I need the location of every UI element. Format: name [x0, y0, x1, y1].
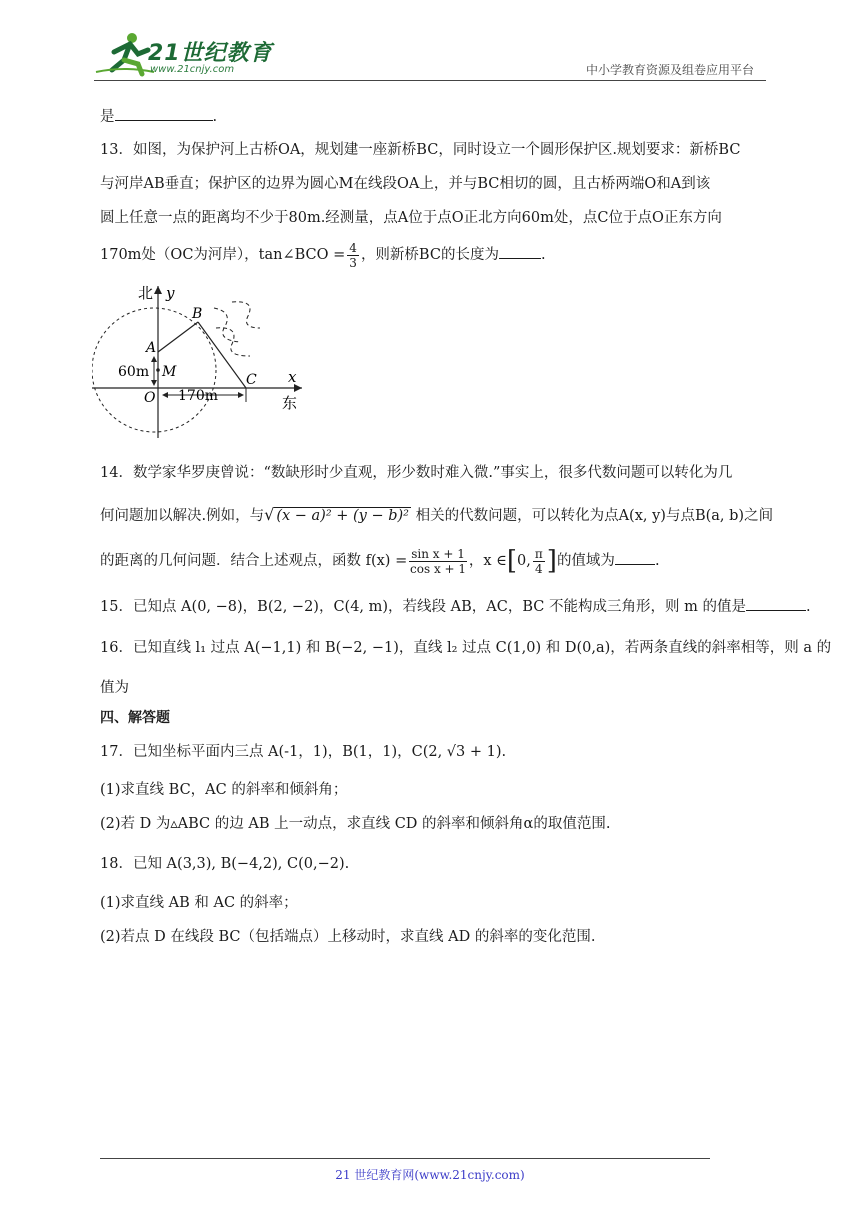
q15-line: 15．已知点 A(0, −8)，B(2, −2)，C(4, m)，若线段 AB，AC，BC 不能构成三角形，则 m 的值是 .	[100, 596, 811, 617]
sqrt-expression: (x − a)² + (y − b)²	[276, 508, 409, 524]
north-label: 北	[138, 284, 154, 302]
footer-divider	[100, 1158, 710, 1159]
east-label: 东	[282, 394, 298, 412]
q14-line-1: 14．数学家华罗庚曾说：“数缺形时少直观，形少数时难入微.”事实上，很多代数问题可以转化为几	[100, 465, 733, 481]
section-heading: 四、解答题	[100, 710, 170, 726]
q13-line-2: 与河岸AB垂直；保护区的边界为圆心M在线段OA上，并与BC相切的圆，且古桥两端O和A到该	[100, 176, 711, 192]
x-axis-label: x	[288, 368, 297, 386]
q13-line-1: 13．如图，为保护河上古桥OA，规划建一座新桥BC，同时设立一个圆形保护区.规划要求：新桥BC	[100, 142, 741, 158]
interval-fraction: $\frac{\pi}{4}$	[534, 546, 543, 576]
bridge-BC	[198, 322, 246, 388]
q18-line-1: 18．已知 A(3,3), B(−4,2), C(0,−2).	[100, 856, 350, 872]
function-fraction: $\frac{\text{sin x + 1}}{\text{cos x + 1}}$	[410, 546, 467, 576]
y-axis-label: y	[166, 284, 175, 302]
q18-part-1: (1)求直线 AB 和 AC 的斜率；	[100, 895, 298, 911]
q14-line-2: 何问题加以解决.例如，与√ (x − a)² + (y − b)² 相关的代数问题，可以转化为点A(x, y)与点B(a, b)之间	[100, 505, 774, 524]
dim-170-label: 170m	[178, 388, 218, 404]
dim-60-label: 60m	[118, 364, 150, 380]
logo-text: 21世纪教育	[148, 41, 273, 66]
river-curve-3	[232, 302, 260, 328]
point-M-label: M	[162, 364, 177, 380]
platform-name: 中小学教育资源及组卷应用平台	[585, 63, 754, 77]
q14-answer-blank	[615, 550, 655, 565]
q13-line-4: 170m处（OC为河岸），tan∠BCO = $\frac{4}{3}$ ，则新桥BC的长度为 .	[100, 240, 546, 270]
q17-part-2: (2)若 D 为▵ABC 的边 AB 上一动点，求直线 CD 的斜率和倾斜角α的取值范围.	[100, 816, 611, 832]
point-B-label: B	[192, 306, 203, 322]
segment-AB	[158, 322, 198, 352]
point-A-label: A	[146, 340, 157, 356]
tan-fraction: $\frac{4}{3}$	[349, 240, 357, 270]
q15-answer-blank	[746, 596, 806, 611]
river-curve-2	[216, 328, 250, 356]
river-curve-1	[214, 308, 240, 342]
q17-part-1: (1)求直线 BC，AC 的斜率和倾斜角；	[100, 782, 348, 798]
header-divider	[94, 80, 766, 81]
q12-answer-line: 是 .	[100, 106, 217, 127]
q13-line-3: 圆上任意一点的距离均不少于80m.经测量，点A位于点O正北方向60m处，点C位于点O正东方向	[100, 210, 722, 226]
q18-part-2: (2)若点 D 在线段 BC（包括端点）上移动时，求直线 AD 的斜率的变化范围.	[100, 929, 596, 945]
bridge-figure	[92, 282, 312, 442]
q16-line-1: 16．已知直线 l₁ 过点 A(−1,1) 和 B(−2, −1)，直线 l₂ 过点 C(1,0) 和 D(0,a)，若两条直线的斜率相等，则 a 的	[100, 640, 832, 656]
point-O-label: O	[144, 390, 156, 406]
footer-link[interactable]: 21 世纪教育网(www.21cnjy.com)	[335, 1168, 525, 1182]
q14-line-3: 的距离的几何问题．结合上述观点，函数 f(x) = $\frac{\text{sin x + 1}}{\text{cos x + 1}}$ ，x ∈[0, $\frac{\pi}{4}$ ]的值域为 .	[100, 546, 660, 576]
q17-line-1: 17．已知坐标平面内三点 A(-1，1)，B(1，1)，C(2, √3 + 1).	[100, 744, 507, 760]
logo-url: www.21cnjy.com	[150, 64, 235, 75]
q12-answer-blank	[115, 106, 213, 121]
q13-answer-blank	[499, 244, 541, 259]
point-C-label: C	[246, 372, 257, 388]
q16-line-2: 值为	[100, 680, 129, 696]
